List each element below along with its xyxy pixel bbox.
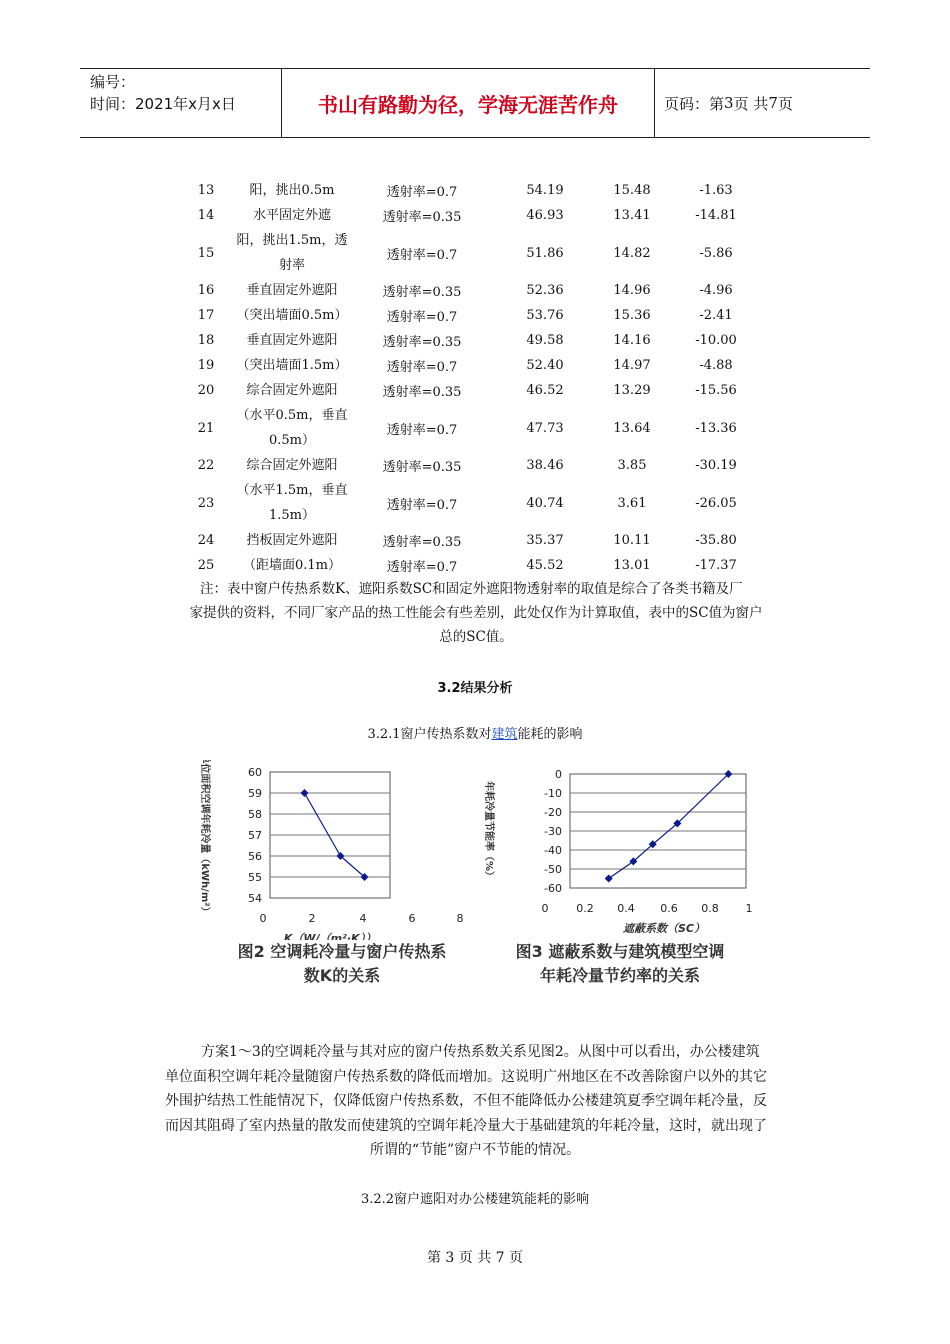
fig2-caption-line-2: 数K的关系 <box>303 966 381 985</box>
subsection-1-after: 能耗的影响 <box>517 727 583 742</box>
header-motto: 书山有路勤为径，学海无涯苦作舟 <box>282 69 655 137</box>
transmittance-cell: 透射率=0.7 <box>386 497 458 513</box>
value-1-cell: 52.36 <box>526 283 564 298</box>
fig2-caption-line-1: 图2 空调耗冷量与窗户传热系 <box>237 942 447 961</box>
row-number: 22 <box>197 458 215 473</box>
y-tick-label: -60 <box>544 882 562 895</box>
value-3-cell: -30.19 <box>695 458 737 473</box>
value-3-cell: -17.37 <box>695 558 737 573</box>
number-label: 编号： <box>90 73 136 91</box>
scheme-cell: 垂直固定外遮阳 <box>246 333 338 348</box>
transmittance-cell: 透射率=0.7 <box>386 360 458 375</box>
chart-fig2 <box>190 760 480 940</box>
chart-fig3 <box>472 760 772 940</box>
y-tick-label: 59 <box>248 787 262 800</box>
transmittance-cell: 透射率=0.7 <box>386 422 458 438</box>
page-prefix: 页码：第 <box>664 94 725 113</box>
value-2-cell: 13.01 <box>613 558 651 573</box>
scheme-cell: 综合固定外遮阳 <box>246 458 338 473</box>
value-2-cell: 13.29 <box>613 383 651 398</box>
transmittance-cell: 透射率=0.35 <box>382 335 462 350</box>
transmittance-cell: 透射率=0.35 <box>382 460 462 475</box>
scheme-cell: （突出墙面0.5m） <box>236 308 348 323</box>
value-1-cell: 54.19 <box>526 183 564 198</box>
para-line-1: 方案1～3的空调耗冷量与其对应的窗户传热系数关系见图2。从图中可以看出，办公楼建筑 <box>201 1044 760 1060</box>
value-1-cell: 53.76 <box>526 308 564 323</box>
chart-fig2-svg <box>190 760 480 940</box>
value-1-cell: 52.40 <box>526 358 564 373</box>
value-3-cell: -4.96 <box>699 283 733 298</box>
x-axis-title: 遮蔽系数（SC） <box>623 922 705 935</box>
table-row <box>180 453 766 478</box>
y-tick-label: 58 <box>248 808 262 821</box>
x-tick-label: 0 <box>541 902 549 915</box>
y-tick-label: 55 <box>248 871 262 884</box>
row-number: 17 <box>197 308 215 323</box>
table-row <box>180 203 766 228</box>
row-number: 23 <box>197 495 215 511</box>
row-number: 19 <box>197 358 215 373</box>
row-number: 16 <box>197 283 215 298</box>
transmittance-cell: 透射率=0.7 <box>386 185 458 200</box>
para-line-5: 所谓的“节能”窗户不节能的情况。 <box>369 1142 581 1158</box>
value-2-cell: 3.85 <box>617 458 647 473</box>
x-tick-label: 0 <box>259 912 267 925</box>
value-3-cell: -5.86 <box>699 245 733 261</box>
data-point <box>605 875 613 883</box>
value-3-cell: -10.00 <box>695 333 737 348</box>
table-row <box>180 303 766 328</box>
transmittance-cell: 透射率=0.35 <box>382 210 462 225</box>
para-line-4: 而因其阻碍了室内热量的散发而使建筑的空调年耗冷量大于基础建筑的年耗冷量，这时，就出现了 <box>165 1117 767 1134</box>
value-1-cell: 47.73 <box>526 420 564 436</box>
value-1-cell: 46.52 <box>526 383 564 398</box>
page-current: 3 <box>724 94 734 112</box>
transmittance-cell: 透射率=0.7 <box>386 247 458 263</box>
results-table <box>180 178 766 578</box>
value-1-cell: 49.58 <box>526 333 564 348</box>
note-line-1: 注：表中窗户传热系数K、遮阳系数SC和固定外遮阳物透射率的取值是综合了各类书籍及厂 <box>200 581 743 597</box>
value-3-cell: -13.36 <box>695 420 737 436</box>
transmittance-cell: 透射率=0.7 <box>386 310 458 325</box>
y-tick-label: -50 <box>544 863 562 876</box>
x-tick-label: 0.8 <box>701 902 719 915</box>
row-number: 13 <box>197 183 215 198</box>
scheme-cell: 垂直固定外遮阳 <box>246 283 338 298</box>
table-row <box>180 278 766 303</box>
row-number: 14 <box>197 208 215 223</box>
para-line-2: 单位面积空调年耗冷量随窗户传热系数的降低而增加。这说明广州地区在不改善除窗户以外的其它 <box>165 1068 767 1085</box>
building-link[interactable]: 建筑 <box>491 727 518 742</box>
note-line-3: 总的SC值。 <box>439 629 513 645</box>
note-line-2: 家提供的资料，不同厂家产品的热工性能会有些差别，此处仅作为计算取值，表中的SC值为窗户 <box>189 605 763 621</box>
row-number: 20 <box>197 383 215 398</box>
y-tick-label: 0 <box>555 768 562 781</box>
page-suffix: 页 <box>777 94 793 113</box>
series-line <box>609 774 729 879</box>
value-1-cell: 45.52 <box>526 558 564 573</box>
value-3-cell: -2.41 <box>699 308 733 323</box>
value-1-cell: 40.74 <box>526 495 564 511</box>
para-line-3: 外围护结热工性能情况下，仅降低窗户传热系数，不但不能降低办公楼建筑夏季空调年耗冷量，反 <box>165 1093 767 1109</box>
value-2-cell: 3.61 <box>617 495 647 511</box>
scheme-cell: （水平1.5m，垂直1.5m） <box>236 483 348 523</box>
value-3-cell: -35.80 <box>695 533 737 548</box>
x-tick-label: 0.2 <box>576 902 594 915</box>
value-1-cell: 46.93 <box>526 208 564 223</box>
table-row <box>180 528 766 553</box>
value-2-cell: 15.36 <box>613 308 651 323</box>
y-tick-label: -30 <box>544 825 562 838</box>
table-row <box>180 328 766 353</box>
y-axis-title: 单位面积空调年耗冷量（kWh/m²） <box>199 760 210 917</box>
body-paragraph <box>165 1040 785 1163</box>
page-header <box>80 68 870 138</box>
value-2-cell: 13.64 <box>613 420 651 436</box>
value-1-cell: 51.86 <box>526 245 564 261</box>
table-row <box>180 553 766 578</box>
row-number: 25 <box>197 558 215 573</box>
fig3-caption-line-2: 年耗冷量节约率的关系 <box>539 966 700 985</box>
table-row <box>180 378 766 403</box>
page-mid: 页 共 <box>733 94 769 113</box>
row-number: 15 <box>197 245 215 261</box>
scheme-cell: 阳，挑出0.5m <box>249 183 335 198</box>
table-row <box>180 478 766 528</box>
table-row <box>180 228 766 278</box>
fig3-caption <box>490 940 750 988</box>
value-3-cell: -14.81 <box>695 208 737 223</box>
x-tick-label: 0.4 <box>617 902 635 915</box>
page-footer: 第 3 页 共 7 页 <box>426 1250 524 1266</box>
value-2-cell: 14.96 <box>613 283 651 298</box>
value-1-cell: 38.46 <box>526 458 564 473</box>
x-tick-label: 1 <box>745 902 753 915</box>
value-2-cell: 10.11 <box>613 533 651 548</box>
subsection-1-before: 3.2.1窗户传热系数对 <box>367 727 492 742</box>
value-3-cell: -26.05 <box>695 495 737 511</box>
value-3-cell: -15.56 <box>695 383 737 398</box>
transmittance-cell: 透射率=0.7 <box>386 560 458 575</box>
x-tick-label: 0.6 <box>660 902 678 915</box>
scheme-cell: 综合固定外遮阳 <box>246 383 338 398</box>
fig2-caption <box>222 940 462 988</box>
y-axis-title: 年耗冷量节能率（%） <box>483 780 494 882</box>
value-2-cell: 15.48 <box>613 183 651 198</box>
scheme-cell: 挡板固定外遮阳 <box>246 533 338 548</box>
x-tick-label: 4 <box>359 912 367 925</box>
scheme-cell: 水平固定外遮 <box>252 208 331 223</box>
x-tick-label: 8 <box>456 912 464 925</box>
value-3-cell: -4.88 <box>699 358 733 373</box>
fig3-caption-line-1: 图3 遮蔽系数与建筑模型空调 <box>515 942 725 961</box>
time-label: 时间：2021年x月x日 <box>90 95 236 113</box>
row-number: 21 <box>197 420 215 436</box>
table-row <box>180 353 766 378</box>
value-2-cell: 14.82 <box>613 245 651 261</box>
subsection-title-1 <box>0 723 950 742</box>
page-total: 7 <box>768 94 778 112</box>
x-axis-title: K（W/（m²·K）） <box>283 932 377 940</box>
transmittance-cell: 透射率=0.35 <box>382 535 462 550</box>
scheme-cell: 阳，挑出1.5m，透射率 <box>236 233 348 273</box>
y-tick-label: 60 <box>248 766 262 779</box>
y-tick-label: 57 <box>248 829 262 842</box>
data-point <box>301 789 309 797</box>
y-tick-label: -40 <box>544 844 562 857</box>
chart-fig3-svg <box>472 760 772 940</box>
value-2-cell: 14.97 <box>613 358 651 373</box>
x-tick-label: 2 <box>308 912 316 925</box>
header-page-info <box>654 69 870 137</box>
y-tick-label: -10 <box>544 787 562 800</box>
scheme-cell: （突出墙面1.5m） <box>236 358 348 373</box>
value-2-cell: 13.41 <box>613 208 651 223</box>
table-row <box>180 178 766 203</box>
y-tick-label: 56 <box>248 850 262 863</box>
row-number: 18 <box>197 333 215 348</box>
scheme-cell: （水平0.5m，垂直0.5m） <box>236 408 348 448</box>
row-number: 24 <box>197 533 215 548</box>
table-note <box>170 577 782 649</box>
value-1-cell: 35.37 <box>526 533 564 548</box>
section-title: 3.2结果分析 <box>437 681 513 696</box>
y-tick-label: -20 <box>544 806 562 819</box>
header-meta <box>80 69 282 137</box>
y-tick-label: 54 <box>248 892 262 905</box>
scheme-cell: （距墙面0.1m） <box>242 558 341 573</box>
subsection-title-2: 3.2.2窗户遮阳对办公楼建筑能耗的影响 <box>360 1192 590 1207</box>
transmittance-cell: 透射率=0.35 <box>382 285 462 300</box>
table-row <box>180 403 766 453</box>
transmittance-cell: 透射率=0.35 <box>382 385 462 400</box>
value-2-cell: 14.16 <box>613 333 651 348</box>
x-tick-label: 6 <box>408 912 416 925</box>
value-3-cell: -1.63 <box>699 183 733 198</box>
